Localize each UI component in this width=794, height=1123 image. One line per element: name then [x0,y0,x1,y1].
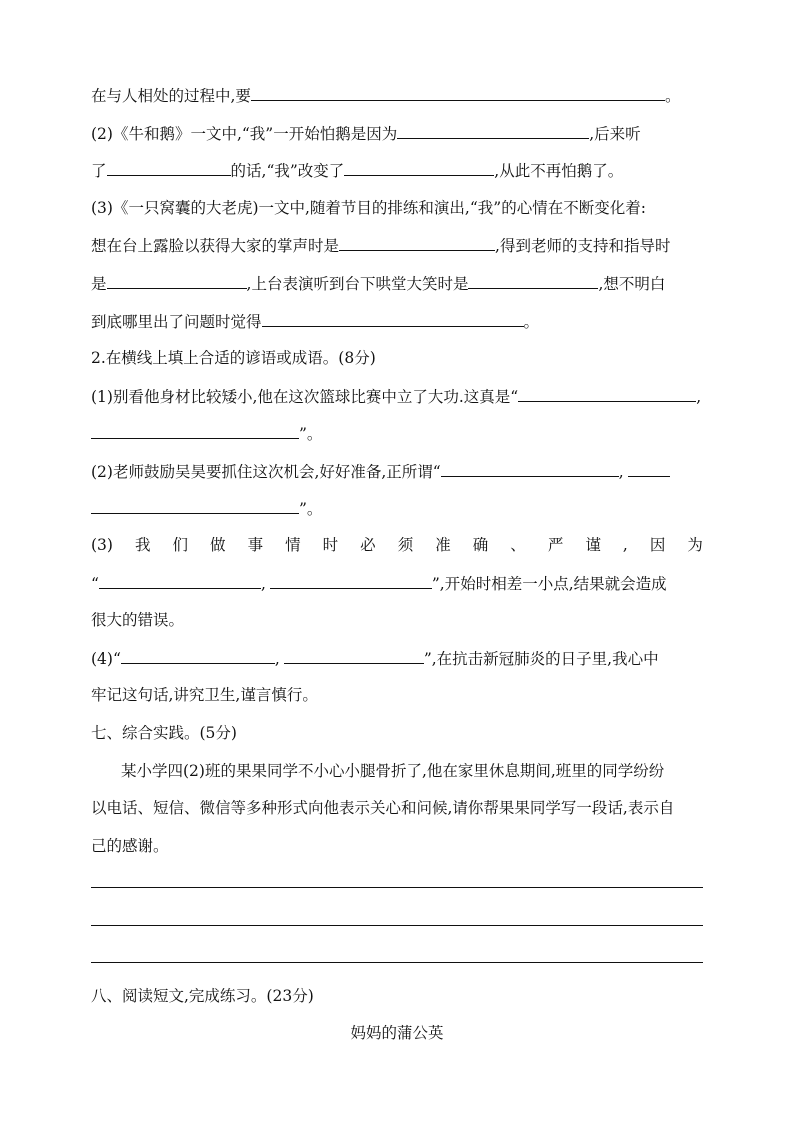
section-7-paragraph-line-2: 以电话、短信、微信等多种形式向他表示关心和问候,请你帮果果同学写一段话,表示自 [91,799,675,817]
part-2-q1-line-2: ”。 [91,423,322,444]
answer-line-0: 在与人相处的过程中,要 。 [91,87,681,105]
answer-blank[interactable] [397,123,589,139]
answer-blank[interactable] [270,573,432,589]
part-2-q4-line-1: (4)“ , ”,在抗击新冠肺炎的日子里,我心中 [91,650,659,668]
question-2-line-2: 了 的话,“我”改变了 ,从此不再怕鹅了。 [91,162,624,180]
part-2-q4-line-2: 牢记这句话,讲究卫生,谨言慎行。 [91,686,318,704]
answer-blank[interactable] [518,386,696,402]
writing-line[interactable] [91,962,703,963]
answer-blank[interactable] [107,273,247,289]
answer-blank[interactable] [628,461,670,477]
answer-blank[interactable] [468,273,598,289]
section-7-paragraph-line-1: 某小学四(2)班的果果同学不小心小腿骨折了,他在家里休息期间,班里的同学纷纷 [121,762,665,780]
question-3-line-1: (3)《一只窝囊的大老虎)一文中,随着节目的排练和演出,“我”的心情在不断变化着: [91,199,646,217]
answer-blank[interactable] [284,648,424,664]
question-2-line-1: (2)《牛和鹅》一文中,“我”一开始怕鹅是因为 ,后来听 [91,125,641,143]
answer-blank[interactable] [121,648,275,664]
answer-blank[interactable] [262,311,524,327]
question-3-line-3: 是 ,上台表演听到台下哄堂大笑时是 ,想不明白 [91,275,666,293]
writing-line[interactable] [91,887,703,888]
answer-blank[interactable] [107,160,231,176]
question-3-line-2: 想在台上露脸以获得大家的掌声时是 ,得到老师的支持和指导时 [91,237,671,255]
writing-line[interactable] [91,925,703,926]
answer-blank[interactable] [344,160,494,176]
part-2-q3-line-2: “ , ”,开始时相差一小点,结果就会造成 [91,575,667,593]
section-7-heading: 七、综合实践。(5分) [91,724,237,742]
answer-blank[interactable] [339,235,495,251]
part-2-heading: 2.在横线上填上合适的谚语或成语。(8分) [91,349,376,367]
answer-blank[interactable] [99,573,261,589]
prompt-text: 在与人相处的过程中,要 [91,87,251,105]
question-3-line-4: 到底哪里出了问题时觉得 。 [91,313,540,331]
article-title: 妈妈的蒲公英 [350,1024,444,1042]
part-2-q2-line-2: ”。 [91,498,322,519]
section-7-paragraph-line-3: 己的感谢。 [91,837,169,855]
part-2-q3-line-3: 很大的错误。 [91,611,185,629]
section-8-heading: 八、阅读短文,完成练习。(23分) [91,987,314,1005]
answer-blank[interactable] [441,461,619,477]
part-2-q2-line-1: (2)老师鼓励吴昊要抓住这次机会,好好准备,正所谓“ , [91,461,670,482]
answer-blank[interactable] [91,423,299,439]
answer-blank[interactable] [251,85,665,101]
part-2-q3-line-1: (3) 我 们 做 事 情 时 必 须 准 确 、 严 谨 , 因 为 [91,536,703,554]
part-2-q1-line-1: (1)别看他身材比较矮小,他在这次篮球比赛中立了大功.这真是“ , [91,388,702,406]
answer-blank[interactable] [91,498,299,514]
